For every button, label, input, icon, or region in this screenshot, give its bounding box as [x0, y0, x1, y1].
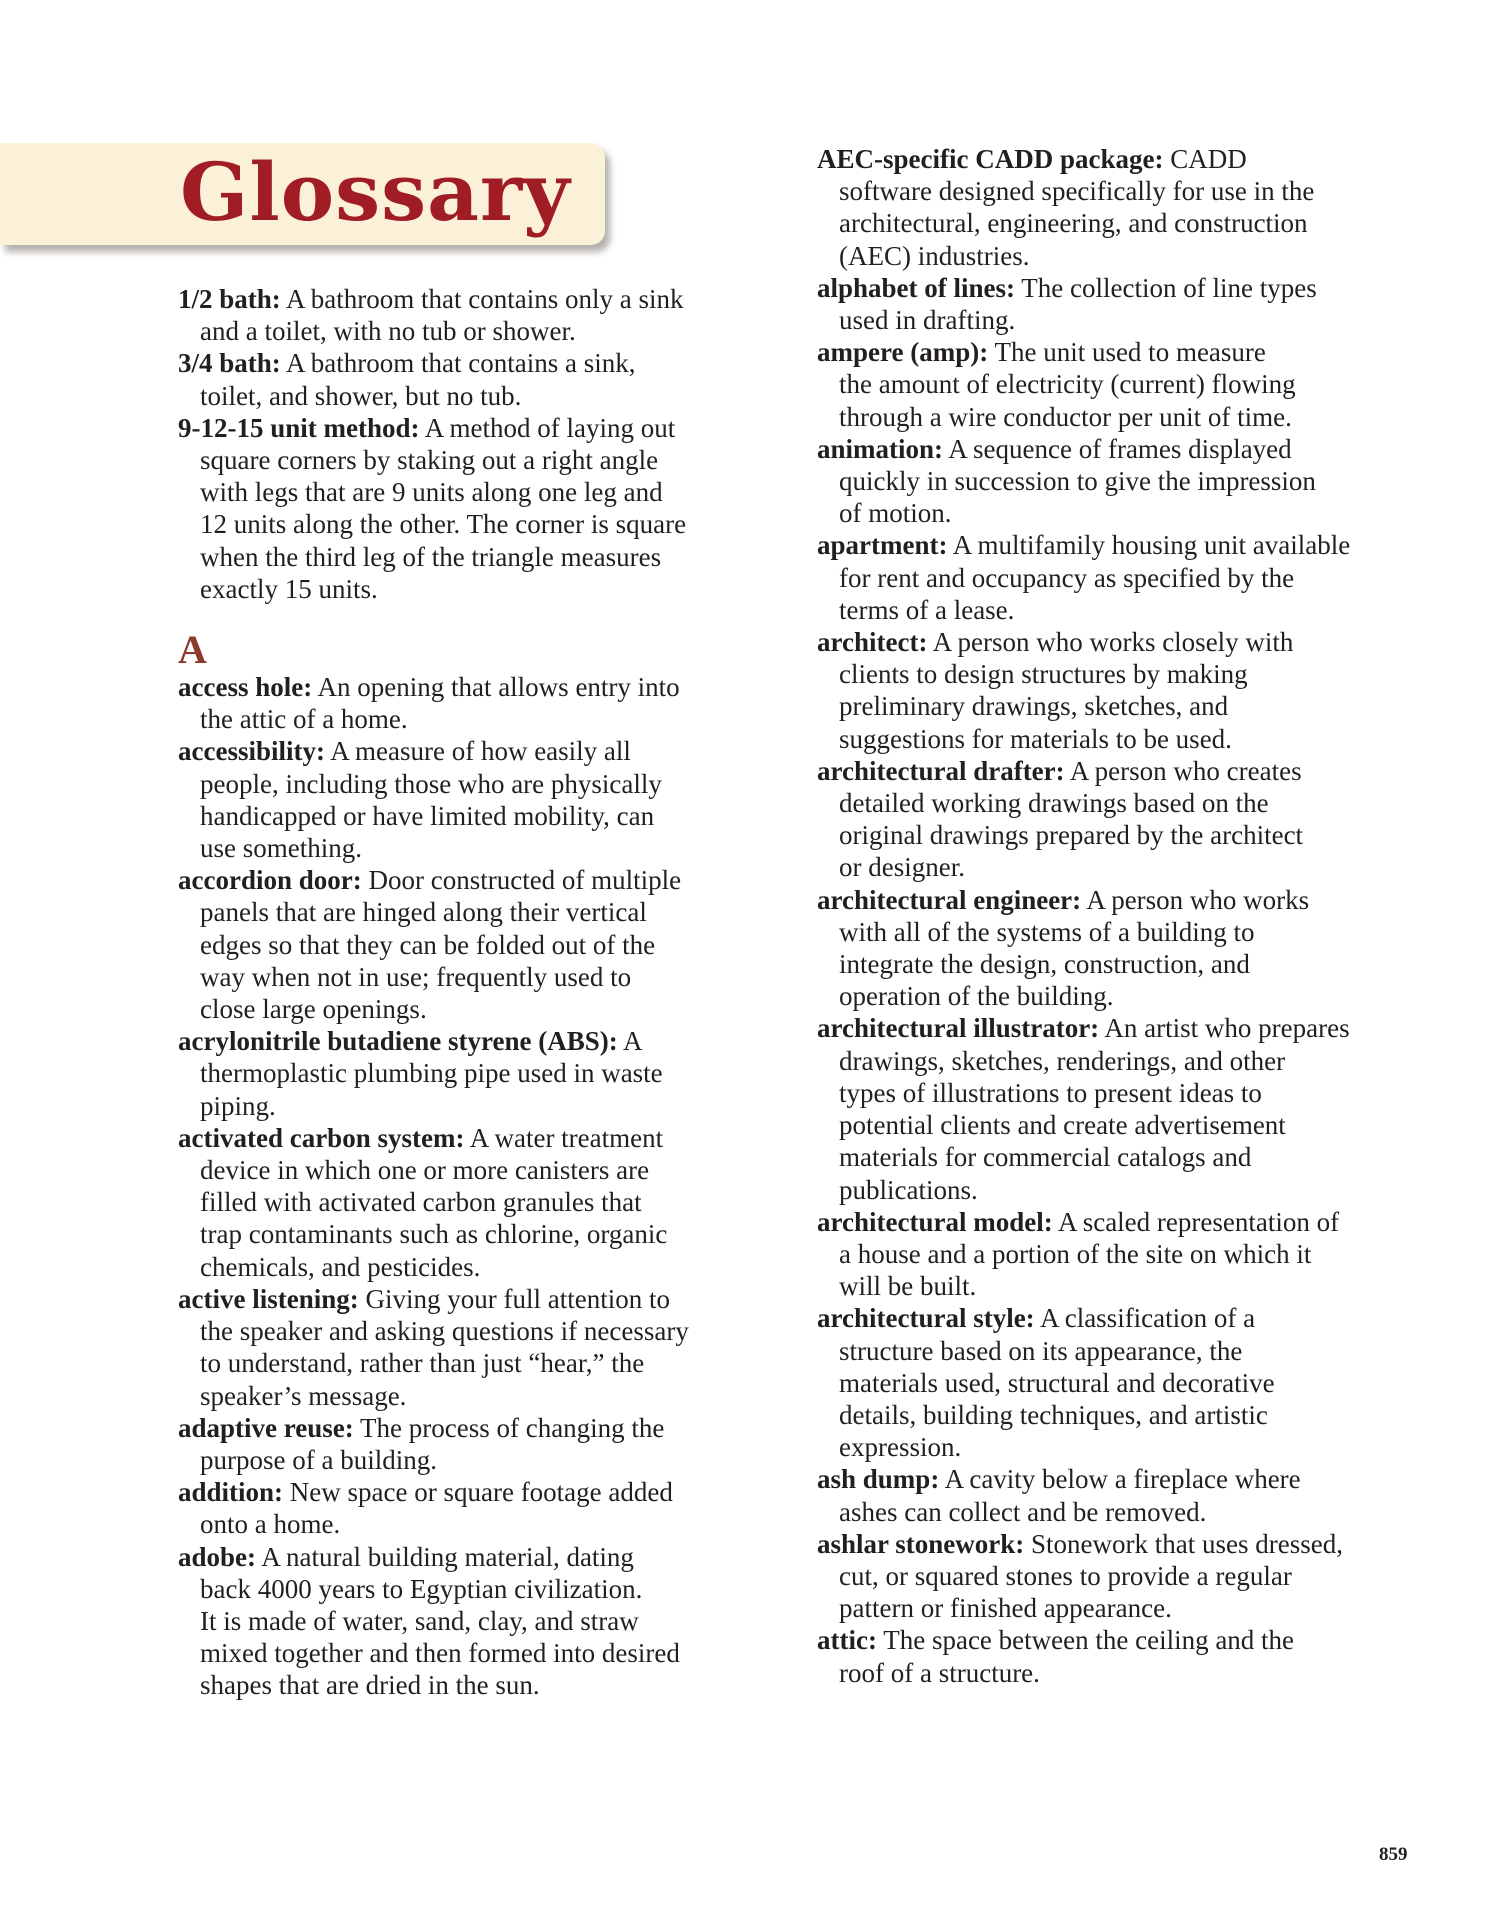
definition-line: piping.	[200, 1090, 276, 1121]
definition-line: handicapped or have limited mobility, can	[200, 800, 655, 831]
definition-line: A scaled representation of	[1052, 1206, 1340, 1237]
definition-line: (AEC) industries.	[839, 240, 1030, 271]
definition-line: quickly in succession to give the impression	[839, 466, 1316, 497]
glossary-entry	[817, 433, 1417, 530]
glossary-entry	[817, 884, 1417, 1013]
glossary-term: active listening:	[178, 1283, 359, 1314]
glossary-entry	[817, 1012, 1417, 1205]
glossary-entry	[178, 1283, 778, 1412]
glossary-entry	[817, 1463, 1417, 1527]
glossary-entry	[178, 1541, 778, 1702]
glossary-term: adobe:	[178, 1541, 257, 1572]
definition-line: structure based on its appearance, the	[839, 1335, 1243, 1366]
definition-line: clients to design structures by making	[839, 659, 1248, 690]
glossary-entry	[817, 1624, 1417, 1688]
glossary-entry	[817, 1528, 1417, 1625]
definition-line: chemicals, and pesticides.	[200, 1251, 481, 1282]
glossary-title-banner	[0, 143, 605, 245]
glossary-entry	[178, 1025, 778, 1122]
definition-line: A natural building material, dating	[256, 1541, 634, 1572]
definition-line: pattern or finished appearance.	[839, 1593, 1172, 1624]
glossary-term: accessibility:	[178, 736, 325, 767]
definition-line: for rent and occupancy as specified by the	[839, 562, 1295, 593]
definition-line: the speaker and asking questions if necessary	[200, 1316, 689, 1347]
definition-line: A sequence of frames displayed	[943, 433, 1292, 464]
glossary-term: activated carbon system:	[178, 1122, 465, 1153]
glossary-term: addition:	[178, 1477, 284, 1508]
glossary-entry	[178, 671, 778, 735]
glossary-term: 1/2 bath:	[178, 284, 281, 314]
numeric-entries	[178, 283, 778, 605]
definition-line: An artist who prepares	[1099, 1013, 1350, 1044]
glossary-entry	[817, 1302, 1417, 1463]
definition-line: A bathroom that contains only a sink	[280, 284, 684, 314]
glossary-term: adaptive reuse:	[178, 1412, 354, 1443]
definition-line: shapes that are dried in the sun.	[200, 1670, 540, 1701]
glossary-entry	[178, 412, 778, 605]
page-title: Glossary	[180, 145, 571, 239]
definition-line: cut, or squared stones to provide a regular	[839, 1560, 1292, 1591]
definition-line: onto a home.	[200, 1509, 341, 1540]
definition-line: A method of laying out	[419, 412, 676, 443]
definition-line: mixed together and then formed into desired	[200, 1638, 680, 1669]
definition-line: speaker’s message.	[200, 1380, 407, 1411]
glossary-entry	[178, 1122, 778, 1283]
definition-line: trap contaminants such as chlorine, organic	[200, 1219, 668, 1250]
definition-line: will be built.	[839, 1271, 977, 1302]
glossary-term: architectural model:	[817, 1206, 1053, 1237]
definition-line: a house and a portion of the site on which it	[839, 1238, 1312, 1269]
definition-line: A classification of a	[1034, 1303, 1256, 1334]
definition-line: original drawings prepared by the architect	[839, 820, 1304, 851]
definition-line: Door constructed of multiple	[361, 865, 682, 896]
definition-line: purpose of a building.	[200, 1444, 437, 1475]
definition-line: New space or square footage added	[283, 1477, 673, 1508]
definition-line: exactly 15 units.	[200, 573, 378, 604]
glossary-entry	[817, 272, 1417, 336]
definition-line: publications.	[839, 1174, 978, 1205]
glossary-term: architect:	[817, 627, 928, 658]
definition-line: software designed specifically for use in the	[839, 176, 1315, 207]
definition-line: materials for commercial catalogs and	[839, 1142, 1252, 1173]
glossary-term: attic:	[817, 1625, 877, 1656]
glossary-term: access hole:	[178, 672, 313, 703]
glossary-term: architectural style:	[817, 1303, 1035, 1334]
definition-line: potential clients and create advertisement	[839, 1110, 1286, 1141]
definition-line: people, including those who are physically	[200, 768, 662, 799]
glossary-term: apartment:	[817, 530, 948, 561]
definition-line: details, building techniques, and artistic	[839, 1399, 1268, 1430]
definition-line: A bathroom that contains a sink,	[280, 348, 636, 379]
definition-line: toilet, and shower, but no tub.	[200, 380, 522, 411]
definition-line: suggestions for materials to be used.	[839, 723, 1232, 754]
glossary-term: acrylonitrile butadiene styrene (ABS):	[178, 1026, 618, 1057]
definition-line: when the third leg of the triangle measures	[200, 541, 662, 572]
definition-line: to understand, rather than just “hear,” the	[200, 1348, 645, 1379]
definition-line: An opening that allows entry into	[312, 672, 680, 703]
definition-line: ashes can collect and be removed.	[839, 1496, 1207, 1527]
glossary-entry	[817, 1206, 1417, 1303]
glossary-entry	[178, 283, 778, 347]
glossary-term: 9-12-15 unit method:	[178, 412, 420, 443]
definition-line: close large openings.	[200, 994, 427, 1025]
glossary-entry	[817, 529, 1417, 626]
glossary-entry	[178, 864, 778, 1025]
glossary-term: architectural illustrator:	[817, 1013, 1100, 1044]
left-column	[178, 283, 778, 1702]
definition-line: and a toilet, with no tub or shower.	[200, 316, 576, 347]
definition-line: The process of changing the	[353, 1412, 665, 1443]
definition-line: detailed working drawings based on the	[839, 788, 1269, 819]
definition-line: through a wire conductor per unit of time.	[839, 401, 1292, 432]
glossary-term: animation:	[817, 433, 944, 464]
a-entries-left	[178, 671, 778, 1702]
definition-line: edges so that they can be folded out of the	[200, 929, 656, 960]
glossary-entry	[178, 1476, 778, 1540]
definition-line: use something.	[200, 833, 362, 864]
definition-line: integrate the design, construction, and	[839, 949, 1250, 980]
definition-line: the attic of a home.	[200, 704, 408, 735]
definition-line: or designer.	[839, 852, 965, 883]
glossary-term: AEC-specific CADD package:	[817, 144, 1164, 174]
definition-line: used in drafting.	[839, 305, 1016, 336]
a-entries-right	[817, 143, 1417, 1689]
definition-line: A person who works	[1081, 884, 1310, 915]
glossary-term: alphabet of lines:	[817, 272, 1016, 303]
definition-line: expression.	[839, 1432, 962, 1463]
glossary-term: ashlar stonework:	[817, 1528, 1025, 1559]
definition-line: the amount of electricity (current) flowing	[839, 369, 1296, 400]
right-column	[817, 143, 1417, 1689]
glossary-term: ash dump:	[817, 1464, 940, 1495]
glossary-term: ampere (amp):	[817, 337, 989, 368]
definition-line: The collection of line types	[1015, 272, 1317, 303]
definition-line: square corners by staking out a right angle	[200, 445, 659, 476]
glossary-term: architectural drafter:	[817, 755, 1065, 786]
definition-line: materials used, structural and decorative	[839, 1367, 1275, 1398]
definition-line: with all of the systems of a building to	[839, 916, 1255, 947]
definition-line: back 4000 years to Egyptian civilization.	[200, 1573, 643, 1604]
definition-line: preliminary drawings, sketches, and	[839, 691, 1229, 722]
definition-line: device in which one or more canisters are	[200, 1155, 650, 1186]
definition-line: A cavity below a fireplace where	[939, 1464, 1301, 1495]
definition-line: 12 units along the other. The corner is square	[200, 509, 687, 540]
glossary-entry	[817, 336, 1417, 433]
definition-line: A	[617, 1026, 643, 1057]
definition-line: filled with activated carbon granules that	[200, 1187, 642, 1218]
definition-line: of motion.	[839, 498, 952, 529]
glossary-entry	[178, 347, 778, 411]
definition-line: A measure of how easily all	[324, 736, 631, 767]
definition-line: Giving your full attention to	[358, 1283, 670, 1314]
glossary-term: architectural engineer:	[817, 884, 1082, 915]
definition-line: terms of a lease.	[839, 594, 1015, 625]
definition-line: drawings, sketches, renderings, and other	[839, 1045, 1286, 1076]
glossary-entry	[178, 1412, 778, 1476]
glossary-entry	[817, 143, 1417, 272]
definition-line: CADD	[1163, 144, 1247, 174]
definition-line: It is made of water, sand, clay, and straw	[200, 1605, 639, 1636]
definition-line: thermoplastic plumbing pipe used in waste	[200, 1058, 663, 1089]
definition-line: Stonework that uses dressed,	[1024, 1528, 1343, 1559]
glossary-entry	[178, 735, 778, 864]
definition-line: A water treatment	[464, 1122, 664, 1153]
definition-line: The space between the ceiling and the	[876, 1625, 1295, 1656]
definition-line: architectural, engineering, and construction	[839, 208, 1308, 239]
glossary-entry	[817, 626, 1417, 755]
page-number: 859	[1379, 1844, 1408, 1865]
definition-line: types of illustrations to present ideas to	[839, 1077, 1262, 1108]
definition-line: operation of the building.	[839, 981, 1114, 1012]
glossary-term: accordion door:	[178, 865, 362, 896]
glossary-entry	[817, 755, 1417, 884]
section-letter-a: A	[178, 627, 207, 673]
definition-line: A person who creates	[1064, 755, 1302, 786]
definition-line: panels that are hinged along their vertical	[200, 897, 647, 928]
definition-line: way when not in use; frequently used to	[200, 961, 632, 992]
definition-line: with legs that are 9 units along one leg and	[200, 477, 663, 508]
glossary-term: 3/4 bath:	[178, 348, 281, 379]
definition-line: A multifamily housing unit available	[947, 530, 1351, 561]
definition-line: roof of a structure.	[839, 1657, 1040, 1688]
definition-line: The unit used to measure	[988, 337, 1266, 368]
definition-line: A person who works closely with	[927, 627, 1294, 658]
